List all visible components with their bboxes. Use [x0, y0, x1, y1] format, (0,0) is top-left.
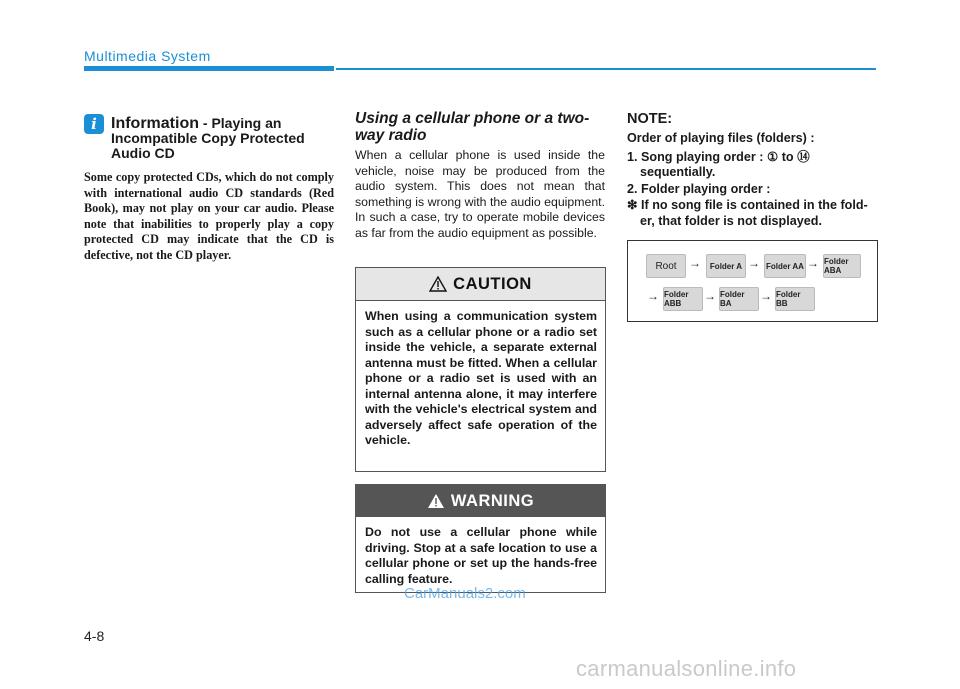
folder-bb: Folder BB [775, 287, 815, 311]
cellular-title: Using a cellular phone or a two-way radio [355, 110, 590, 144]
page-number: 4-8 [84, 628, 105, 644]
note-line-folder-order: 2. Folder playing order : [627, 181, 771, 196]
warning-label: WARNING [450, 491, 535, 510]
cellular-body: When a cellular phone is used inside the vehicle, noise may be produced from the audio system. This does not mean that something is wrong with the audio equipment. In such a case, try to operate mobile devices as far from the audio equipment as possible. [355, 148, 605, 240]
header-rule [336, 68, 876, 70]
section-title: Multimedia System [84, 48, 211, 64]
warning-body: Do not use a cellular phone while driving. Stop at a safe location to use a cellular phone or set up the hands-free calling feature. [365, 525, 597, 586]
caution-body: When using a communication system such as a cellular phone or a radio set inside the vehicle, a separate external antenna must be fitted. When a cellular phone or a radio set is used with an internal antenna alone, it may interfere with the vehicle's electrical system and adversely affect safe operation of the vehicle. [365, 309, 597, 447]
note-title: NOTE: [627, 111, 673, 127]
folder-root: Root [646, 254, 686, 278]
folder-order-diagram [627, 240, 878, 322]
note-line-empty-folder: ❇ If no song file is contained in the fold- [627, 198, 868, 212]
warning-triangle-icon [427, 493, 445, 509]
note-body [627, 131, 879, 229]
flow-arrow-icon: → [760, 289, 772, 303]
info-icon: i [84, 114, 104, 134]
note-line-sequentially: sequentially. [640, 165, 716, 179]
folder-a: Folder A [706, 254, 746, 278]
caution-label: CAUTION [453, 274, 532, 293]
folder-aba: Folder ABA [823, 254, 861, 278]
caution-header [356, 268, 605, 301]
flow-arrow-icon: → [807, 256, 819, 270]
caution-triangle-icon [429, 276, 447, 292]
info-heading-rest: - Playing an Incompatible Copy Protected Audio CD [111, 115, 305, 161]
flow-arrow-icon: → [647, 289, 659, 303]
header-rule-accent [84, 66, 334, 71]
caution-box [355, 267, 606, 472]
info-heading [111, 116, 331, 161]
note-line-order: Order of playing files (folders) : [627, 131, 815, 145]
folder-abb: Folder ABB [663, 287, 703, 311]
info-heading-main: Information [111, 115, 199, 132]
site-watermark: carmanualsonline.info [576, 656, 797, 681]
flow-arrow-icon: → [689, 256, 701, 270]
folder-ba: Folder BA [719, 287, 759, 311]
flow-arrow-icon: → [704, 289, 716, 303]
folder-aa: Folder AA [764, 254, 806, 278]
info-body: Some copy protected CDs, which do not comply with international audio CD standards (Red Book), may not play on your car audio. Please note that inabilities to properly play a copy protected CD may indicate that the CD is defective, not the CD player. [84, 170, 334, 262]
warning-header [356, 485, 605, 517]
note-line-empty-folder-cont: er, that folder is not displayed. [640, 213, 822, 228]
watermark: CarManuals2.com [404, 585, 526, 602]
warning-box [355, 484, 606, 593]
flow-arrow-icon: → [748, 256, 760, 270]
note-line-song-order: 1. Song playing order : ① to ⑭ [627, 149, 810, 164]
